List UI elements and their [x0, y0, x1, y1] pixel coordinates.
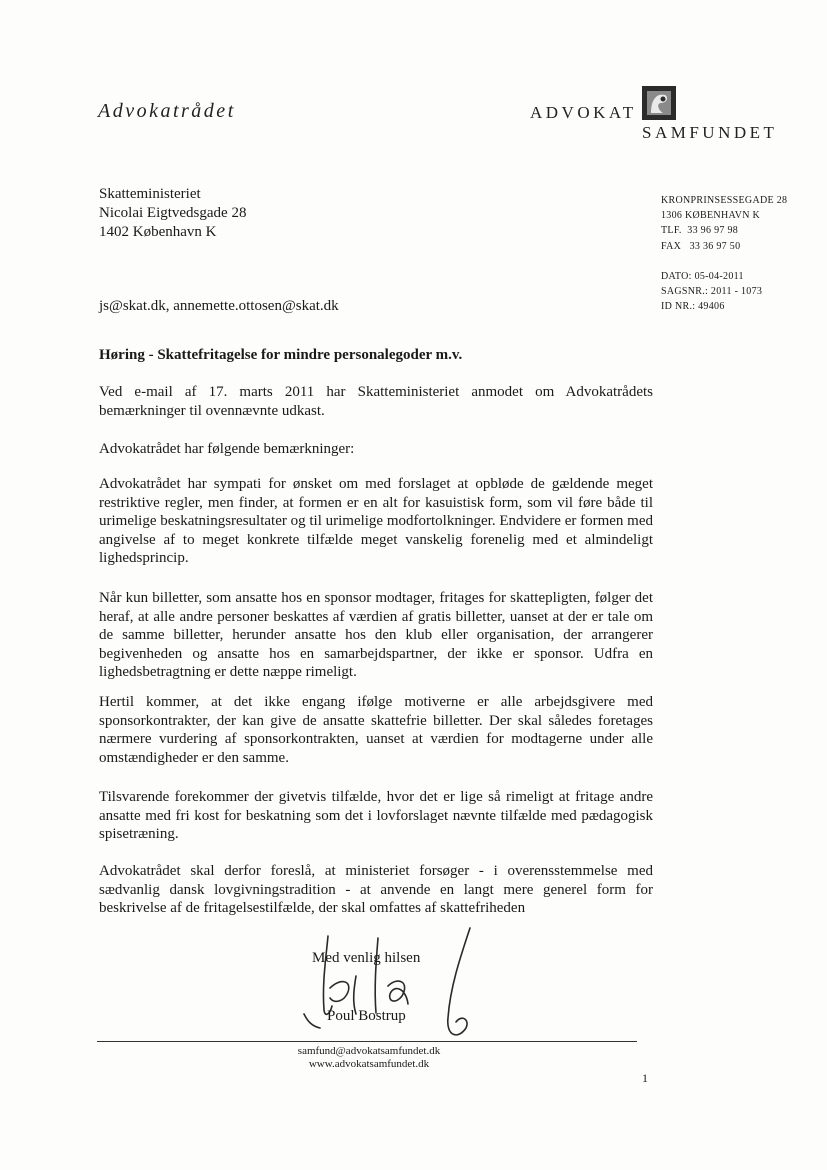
body-paragraph: Advokatrådet skal derfor foreslå, at ministeriet forsøger - i overensstemmelse med sædvanlig dansk lovgivningstradition - at anvende en langt mere generel form for beskrivelse af de fritagelsestilfælde, der skal omfattes af skattefriheden [99, 863, 653, 917]
letter-subject: Høring - Skattefritagelse for mindre personalegoder m.v. [99, 347, 463, 363]
footer-divider [97, 1041, 637, 1042]
body-paragraph: Advokatrådet har sympati for ønsket om med forslaget at opbløde de gældende meget restriktive regler, men finder, at formen er en alt for kasuistisk form, som vil føre både til urimelige beskatningsresultater og til urimelige modfortolkninger. Endvidere er formen med angivelse af to meget konkrete tilfælde meget vanskelig forenelig med et almindeligt lighedsprincip. [99, 476, 654, 567]
body-paragraph: Tilsvarende forekommer der givetvis tilfælde, hvor det er lige så rimeligt at fritage andre ansatte med fri kost for beskatning som det i lovforslaget nævnte tilfælde med pædagogisk spisetræning. [99, 789, 653, 843]
closing-salutation: Med venlig hilsen [312, 950, 421, 966]
case-number: SAGSNR.: 2011 - 1073 [661, 286, 763, 298]
signer-name: Poul Bostrup [327, 1008, 406, 1024]
recipient-name: Skatteministeriet [99, 186, 201, 202]
recipient-address [99, 185, 246, 242]
footer-website: www.advokatsamfundet.dk [308, 1058, 430, 1070]
organization-title: Advokatrådet [98, 100, 236, 122]
sender-fax: FAX 33 36 97 50 [661, 240, 741, 252]
sender-city: 1306 KØBENHAVN K [661, 210, 761, 222]
body-paragraph: Når kun billetter, som ansatte hos en sponsor modtager, fritages for skattepligten, følger det heraf, at alle andre personer beskattes af værdien af gratis billetter, uanset at der er tale om de samme billetter, herunder ansatte hos den klub eller organisation, der arrangerer begivenheden og ansatte hos en samarbejdspartner, der ikke er sponsor. Udfra en lighedsbetragtning er dette næppe rimeligt. [99, 590, 653, 681]
logo-text-samfundet: SAMFUNDET [642, 123, 778, 142]
sender-street: KRONPRINSESSEGADE 28 [661, 195, 788, 206]
handwritten-signature [290, 918, 490, 1048]
body-paragraph: Hertil kommer, at det ikke engang ifølge motiverne er alle arbejdsgivere med sponsorkontrakter, der kan give de ansatte skattefrie billetter. Der skal således foretages nærmere vurdering af sponsorkontrakten, uanset at værdien for modtagerne under alle omstændigheder er den samme. [99, 694, 653, 766]
recipient-city: 1402 København K [99, 224, 217, 240]
footer-email: samfund@advokatsamfundet.dk [297, 1045, 441, 1057]
page-number: 1 [642, 1071, 648, 1085]
logo-emblem-icon [641, 85, 677, 121]
sender-info [661, 193, 787, 314]
logo-text-advokat: ADVOKAT [530, 103, 637, 122]
letter-date: DATO: 05-04-2011 [661, 270, 744, 282]
recipient-street: Nicolai Eigtvedsgade 28 [99, 205, 247, 221]
sender-phone: TLF. 33 96 97 98 [661, 225, 739, 237]
recipient-emails: js@skat.dk, annemette.ottosen@skat.dk [99, 298, 339, 314]
body-paragraph: Ved e-mail af 17. marts 2011 har Skatteministeriet anmodet om Advokatrådets bemærkninger til ovennævnte udkast. [99, 384, 653, 419]
id-number: ID NR.: 49406 [661, 301, 725, 313]
body-paragraph: Advokatrådet har følgende bemærkninger: [99, 441, 355, 457]
